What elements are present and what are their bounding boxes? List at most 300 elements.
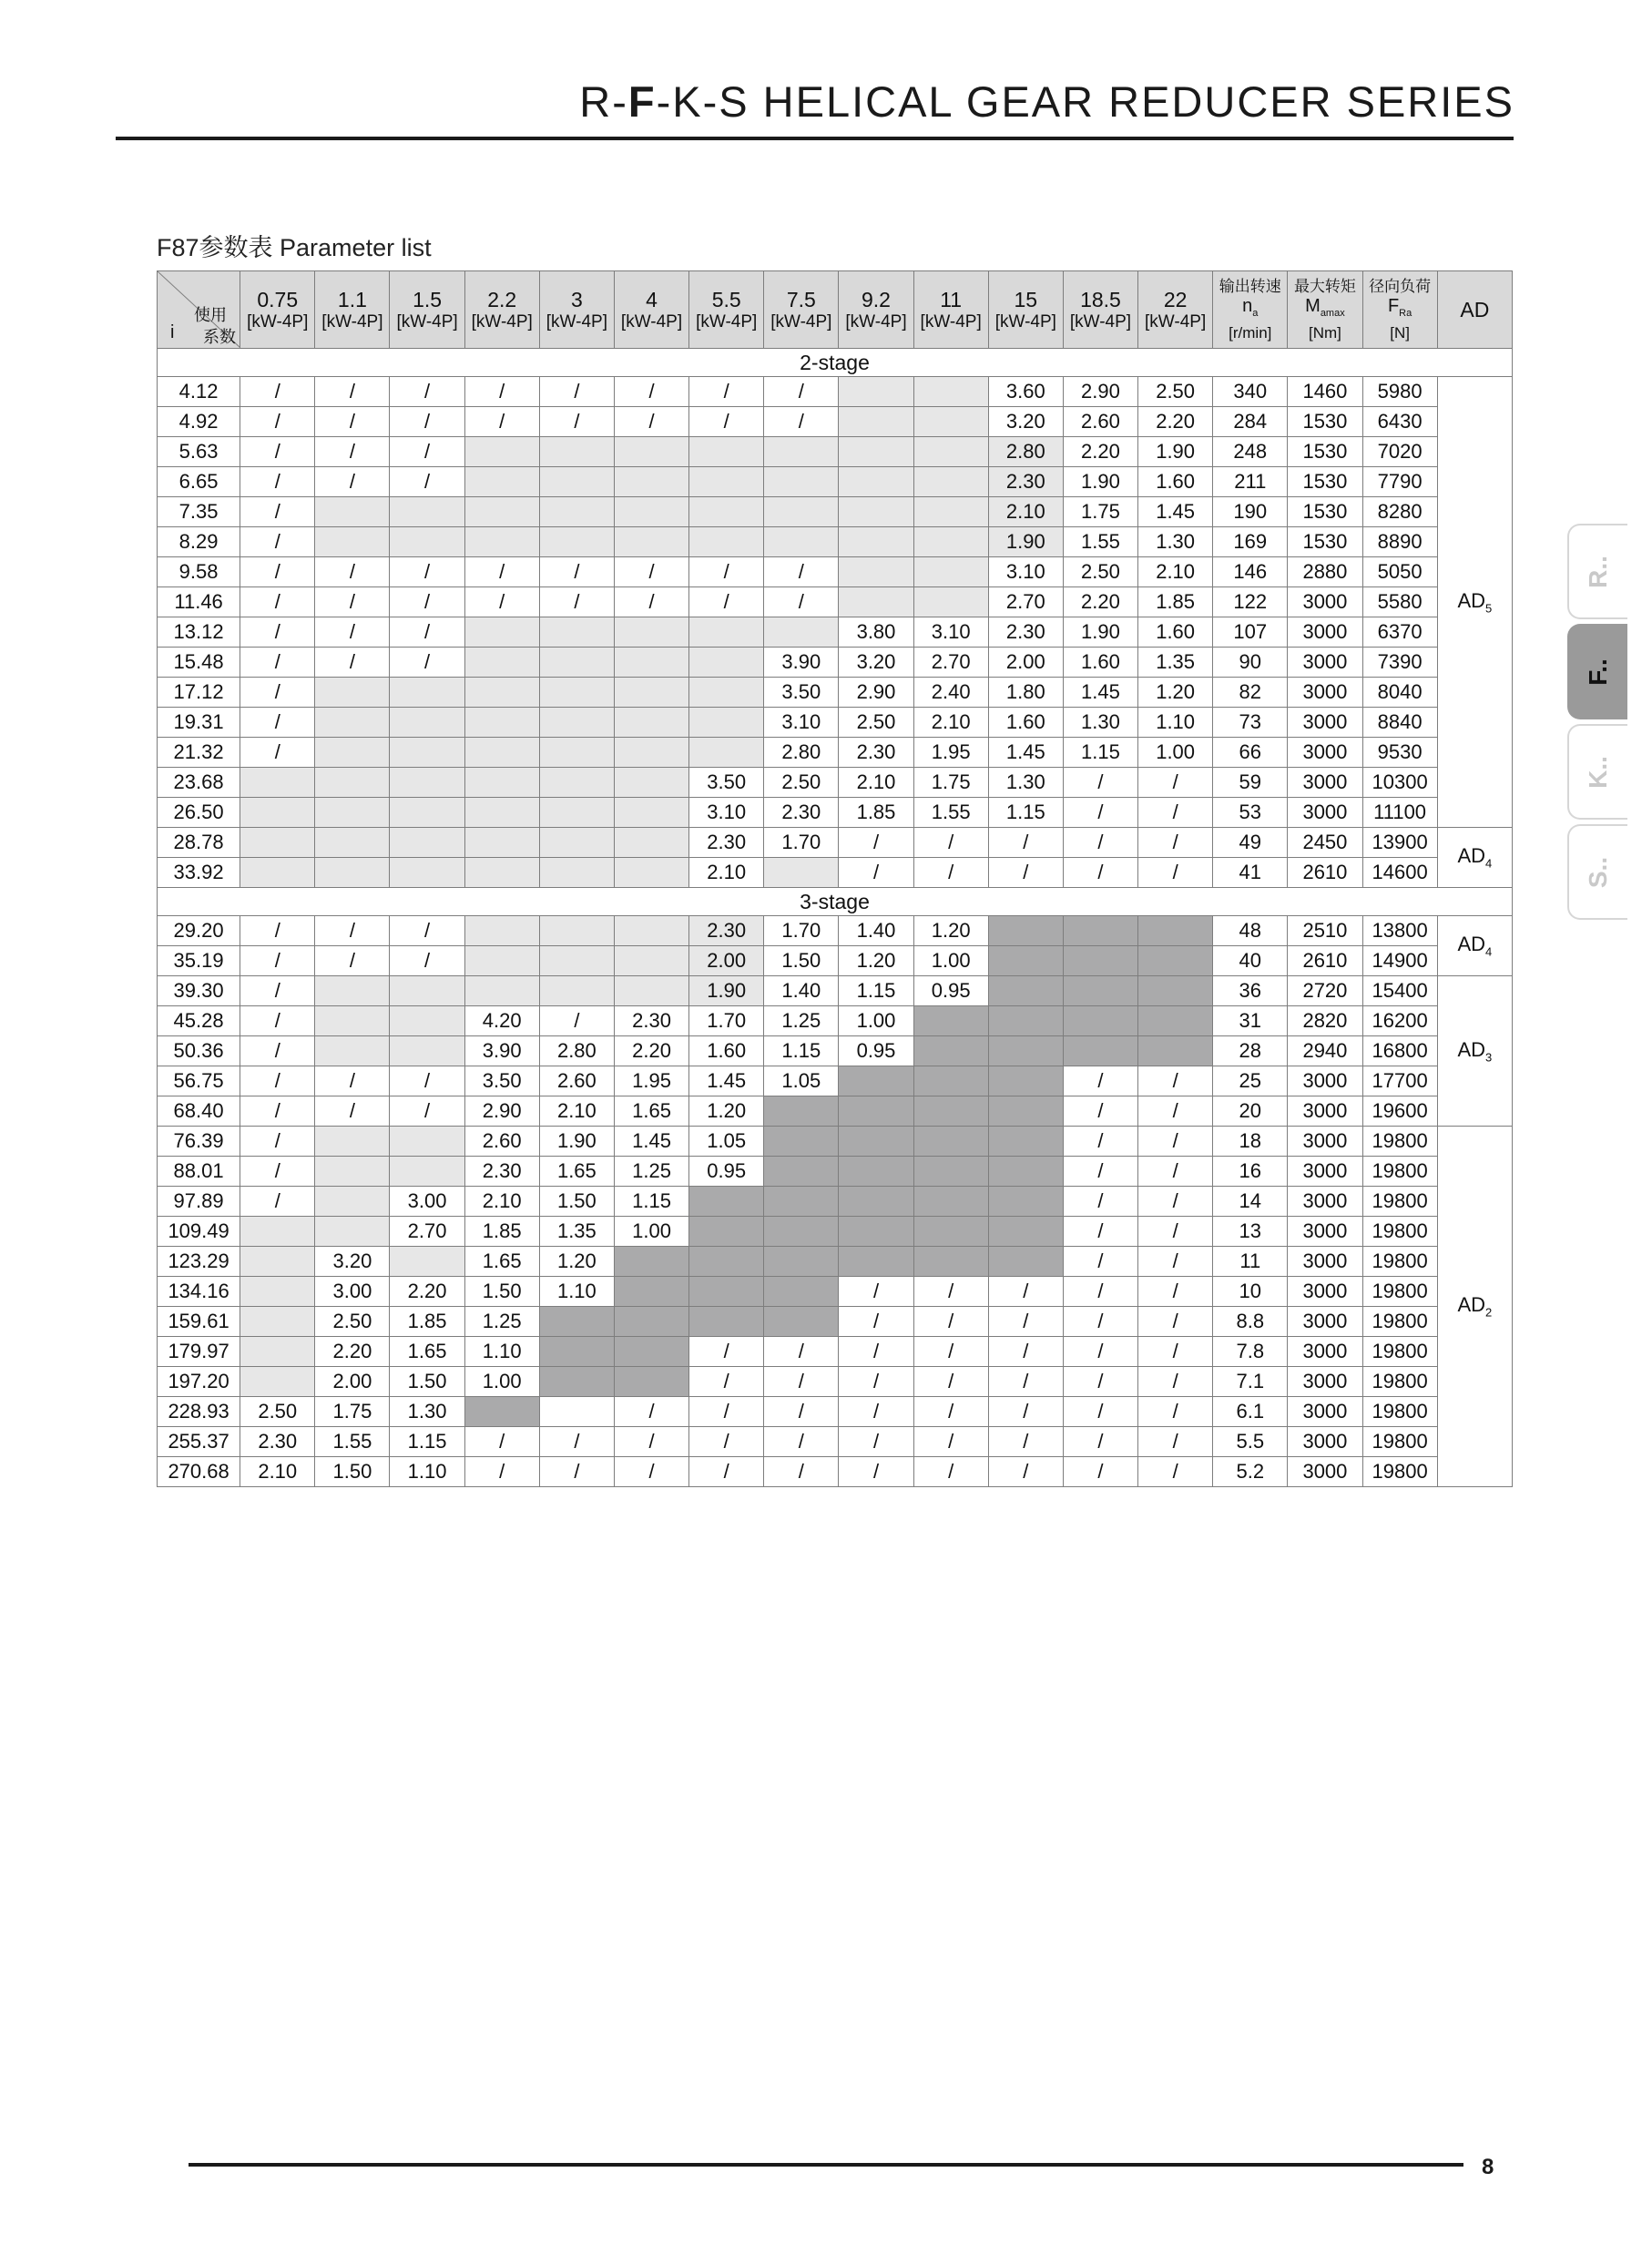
power-value: 5.5 bbox=[711, 287, 741, 311]
service-factor-cell: 2.70 bbox=[390, 1217, 464, 1247]
service-factor-cell bbox=[764, 1096, 839, 1127]
service-factor-cell bbox=[539, 946, 614, 976]
table-title: F87参数表 Parameter list bbox=[157, 234, 432, 261]
service-factor-cell bbox=[240, 828, 315, 858]
service-factor-cell bbox=[539, 708, 614, 738]
output-speed-cell: 169 bbox=[1213, 527, 1288, 557]
service-factor-cell: / bbox=[1063, 1397, 1137, 1427]
service-factor-cell bbox=[390, 497, 464, 527]
service-factor-cell bbox=[988, 1096, 1063, 1127]
stage-row bbox=[158, 349, 1513, 377]
service-factor-cell: / bbox=[1063, 1217, 1137, 1247]
corner-factor-label: 系数 bbox=[203, 328, 236, 346]
service-factor-cell: 1.65 bbox=[614, 1096, 688, 1127]
service-factor-cell bbox=[913, 1036, 988, 1066]
service-factor-cell: 1.70 bbox=[764, 828, 839, 858]
side-tab-r[interactable] bbox=[1567, 524, 1627, 619]
table-row bbox=[158, 497, 1513, 527]
corner-ratio-label: i bbox=[170, 322, 175, 342]
service-factor-cell bbox=[315, 858, 390, 888]
radial-load-cell: 5050 bbox=[1362, 557, 1437, 587]
service-factor-cell: / bbox=[689, 1457, 764, 1487]
service-factor-cell bbox=[614, 1277, 688, 1307]
service-factor-cell: / bbox=[913, 1307, 988, 1337]
table-body bbox=[158, 349, 1513, 1487]
service-factor-cell: / bbox=[1063, 1277, 1137, 1307]
service-factor-cell: / bbox=[839, 858, 913, 888]
service-factor-cell: 1.25 bbox=[464, 1307, 539, 1337]
service-factor-cell: 1.75 bbox=[1063, 497, 1137, 527]
service-factor-cell: / bbox=[539, 1006, 614, 1036]
service-factor-cell bbox=[315, 1157, 390, 1187]
service-factor-cell: 2.80 bbox=[988, 437, 1063, 467]
torque-symbol bbox=[1288, 296, 1361, 323]
service-factor-cell: / bbox=[764, 587, 839, 617]
power-value: 7.5 bbox=[786, 287, 816, 311]
service-factor-cell: 1.50 bbox=[390, 1367, 464, 1397]
service-factor-cell: 2.30 bbox=[689, 828, 764, 858]
power-unit: [kW-4P] bbox=[920, 311, 982, 331]
service-factor-cell: / bbox=[1063, 1127, 1137, 1157]
service-factor-cell bbox=[464, 946, 539, 976]
radial-load-cell: 8840 bbox=[1362, 708, 1437, 738]
ad-label: AD bbox=[1457, 933, 1485, 956]
service-factor-cell: 1.85 bbox=[1138, 587, 1213, 617]
power-value: 15 bbox=[1014, 287, 1038, 311]
service-factor-cell: / bbox=[614, 1397, 688, 1427]
service-factor-cell: / bbox=[1063, 1157, 1137, 1187]
output-speed-cell: 8.8 bbox=[1213, 1307, 1288, 1337]
service-factor-cell: 2.00 bbox=[315, 1367, 390, 1397]
service-factor-cell bbox=[913, 1187, 988, 1217]
service-factor-cell: / bbox=[240, 678, 315, 708]
service-factor-cell: / bbox=[240, 708, 315, 738]
service-factor-cell bbox=[988, 916, 1063, 946]
service-factor-cell: / bbox=[240, 377, 315, 407]
header-corner-cell bbox=[158, 271, 240, 349]
service-factor-cell bbox=[913, 437, 988, 467]
side-tab-label: F.. bbox=[1584, 658, 1612, 686]
power-value: 1.5 bbox=[413, 287, 443, 311]
service-factor-cell: / bbox=[315, 437, 390, 467]
service-factor-cell bbox=[240, 1247, 315, 1277]
service-factor-cell bbox=[913, 377, 988, 407]
service-factor-cell: 1.45 bbox=[614, 1127, 688, 1157]
service-factor-cell bbox=[240, 1217, 315, 1247]
output-speed-cell: 7.8 bbox=[1213, 1337, 1288, 1367]
output-speed-cell: 40 bbox=[1213, 946, 1288, 976]
output-speed-cell: 59 bbox=[1213, 768, 1288, 798]
service-factor-cell: 1.00 bbox=[614, 1217, 688, 1247]
ad-label: AD bbox=[1457, 1037, 1485, 1061]
service-factor-cell: 1.70 bbox=[689, 1006, 764, 1036]
ratio-cell: 33.92 bbox=[158, 858, 240, 888]
ad-label: AD bbox=[1457, 1293, 1485, 1317]
table-row bbox=[158, 1427, 1513, 1457]
service-factor-cell: 2.20 bbox=[1138, 407, 1213, 437]
max-torque-cell: 3000 bbox=[1288, 1127, 1362, 1157]
service-factor-cell: 1.45 bbox=[988, 738, 1063, 768]
service-factor-cell bbox=[614, 648, 688, 678]
service-factor-cell bbox=[988, 1157, 1063, 1187]
service-factor-cell: 1.10 bbox=[390, 1457, 464, 1487]
service-factor-cell: 1.55 bbox=[1063, 527, 1137, 557]
service-factor-cell bbox=[1138, 916, 1213, 946]
torque-unit: [Nm] bbox=[1308, 324, 1341, 342]
service-factor-cell bbox=[315, 1127, 390, 1157]
header-power-11 bbox=[913, 271, 988, 349]
side-tab-f[interactable] bbox=[1567, 624, 1627, 719]
radial-load-cell: 14600 bbox=[1362, 858, 1437, 888]
max-torque-cell: 3000 bbox=[1288, 1277, 1362, 1307]
service-factor-cell: / bbox=[1138, 858, 1213, 888]
service-factor-cell bbox=[689, 1187, 764, 1217]
output-speed-cell: 122 bbox=[1213, 587, 1288, 617]
service-factor-cell bbox=[464, 916, 539, 946]
table-row bbox=[158, 946, 1513, 976]
service-factor-cell: / bbox=[240, 1006, 315, 1036]
service-factor-cell bbox=[464, 617, 539, 648]
table-row bbox=[158, 798, 1513, 828]
service-factor-cell: 2.10 bbox=[240, 1457, 315, 1487]
service-factor-cell: 2.70 bbox=[913, 648, 988, 678]
ratio-cell: 6.65 bbox=[158, 467, 240, 497]
max-torque-cell: 2510 bbox=[1288, 916, 1362, 946]
service-factor-cell bbox=[390, 1247, 464, 1277]
service-factor-cell: 1.30 bbox=[1138, 527, 1213, 557]
service-factor-cell bbox=[614, 916, 688, 946]
service-factor-cell: / bbox=[539, 557, 614, 587]
service-factor-cell bbox=[689, 527, 764, 557]
service-factor-cell: 4.20 bbox=[464, 1006, 539, 1036]
service-factor-cell bbox=[315, 976, 390, 1006]
service-factor-cell bbox=[614, 738, 688, 768]
table-row bbox=[158, 467, 1513, 497]
header-power-7.5 bbox=[764, 271, 839, 349]
service-factor-cell bbox=[839, 1127, 913, 1157]
ratio-cell: 76.39 bbox=[158, 1127, 240, 1157]
service-factor-cell: / bbox=[1138, 1337, 1213, 1367]
service-factor-cell: 1.20 bbox=[839, 946, 913, 976]
service-factor-cell: / bbox=[913, 858, 988, 888]
service-factor-cell: 2.90 bbox=[1063, 377, 1137, 407]
service-factor-cell: / bbox=[689, 377, 764, 407]
service-factor-cell: / bbox=[614, 587, 688, 617]
service-factor-cell: 1.90 bbox=[988, 527, 1063, 557]
service-factor-cell: 1.15 bbox=[390, 1427, 464, 1457]
max-torque-cell: 3000 bbox=[1288, 1307, 1362, 1337]
service-factor-cell: / bbox=[240, 527, 315, 557]
service-factor-cell: 2.30 bbox=[764, 798, 839, 828]
ratio-cell: 109.49 bbox=[158, 1217, 240, 1247]
table-row bbox=[158, 1277, 1513, 1307]
ratio-cell: 23.68 bbox=[158, 768, 240, 798]
side-tab-s[interactable] bbox=[1567, 824, 1627, 920]
power-value: 3 bbox=[570, 287, 583, 311]
max-torque-cell: 2940 bbox=[1288, 1036, 1362, 1066]
radial-cn-label: 径向负荷 bbox=[1369, 278, 1432, 295]
output-speed-cell: 284 bbox=[1213, 407, 1288, 437]
service-factor-cell: / bbox=[1138, 1187, 1213, 1217]
service-factor-cell: 2.10 bbox=[464, 1187, 539, 1217]
service-factor-cell bbox=[764, 1157, 839, 1187]
service-factor-cell bbox=[464, 768, 539, 798]
max-torque-cell: 3000 bbox=[1288, 1367, 1362, 1397]
page-header-title bbox=[579, 76, 1514, 127]
service-factor-cell bbox=[539, 617, 614, 648]
torque-cn-label: 最大转矩 bbox=[1293, 278, 1356, 295]
ratio-cell: 8.29 bbox=[158, 527, 240, 557]
service-factor-cell bbox=[689, 648, 764, 678]
speed-cn-label: 输出转速 bbox=[1219, 278, 1281, 295]
ad-cell bbox=[1437, 1127, 1512, 1487]
table-row bbox=[158, 678, 1513, 708]
radial-load-cell: 13900 bbox=[1362, 828, 1437, 858]
table-row bbox=[158, 407, 1513, 437]
service-factor-cell: / bbox=[913, 1367, 988, 1397]
speed-symbol bbox=[1213, 296, 1287, 323]
service-factor-cell: 2.20 bbox=[315, 1337, 390, 1367]
radial-load-cell: 5580 bbox=[1362, 587, 1437, 617]
power-value: 2.2 bbox=[487, 287, 517, 311]
table-row bbox=[158, 828, 1513, 858]
service-factor-cell bbox=[464, 976, 539, 1006]
output-speed-cell: 5.2 bbox=[1213, 1457, 1288, 1487]
output-speed-cell: 41 bbox=[1213, 858, 1288, 888]
max-torque-cell: 2720 bbox=[1288, 976, 1362, 1006]
service-factor-cell: / bbox=[240, 916, 315, 946]
service-factor-cell: / bbox=[1063, 1427, 1137, 1457]
radial-load-cell: 6370 bbox=[1362, 617, 1437, 648]
table-row bbox=[158, 1157, 1513, 1187]
service-factor-cell: 1.55 bbox=[913, 798, 988, 828]
table-header-row bbox=[158, 271, 1513, 349]
radial-load-cell: 14900 bbox=[1362, 946, 1437, 976]
service-factor-cell: 3.60 bbox=[988, 377, 1063, 407]
service-factor-cell: 1.80 bbox=[988, 678, 1063, 708]
service-factor-cell: 1.85 bbox=[839, 798, 913, 828]
ratio-cell: 159.61 bbox=[158, 1307, 240, 1337]
service-factor-cell: / bbox=[539, 1427, 614, 1457]
service-factor-cell: 1.15 bbox=[988, 798, 1063, 828]
radial-load-cell: 19800 bbox=[1362, 1367, 1437, 1397]
output-speed-cell: 13 bbox=[1213, 1217, 1288, 1247]
ad-subscript: 4 bbox=[1485, 944, 1493, 959]
service-factor-cell bbox=[764, 617, 839, 648]
radial-load-cell: 9530 bbox=[1362, 738, 1437, 768]
header-power-18.5 bbox=[1063, 271, 1137, 349]
service-factor-cell bbox=[390, 828, 464, 858]
radial-load-cell: 13800 bbox=[1362, 916, 1437, 946]
radial-load-cell: 8280 bbox=[1362, 497, 1437, 527]
side-tab-k[interactable] bbox=[1567, 724, 1627, 820]
service-factor-cell: / bbox=[315, 557, 390, 587]
service-factor-cell bbox=[539, 678, 614, 708]
max-torque-cell: 3000 bbox=[1288, 1187, 1362, 1217]
table-row bbox=[158, 1397, 1513, 1427]
table-row bbox=[158, 1187, 1513, 1217]
service-factor-cell: 3.20 bbox=[988, 407, 1063, 437]
header-title-bold: F bbox=[627, 77, 657, 126]
max-torque-cell: 3000 bbox=[1288, 708, 1362, 738]
radial-load-cell: 19800 bbox=[1362, 1157, 1437, 1187]
service-factor-cell: 3.00 bbox=[315, 1277, 390, 1307]
service-factor-cell: 2.30 bbox=[464, 1157, 539, 1187]
ratio-cell: 7.35 bbox=[158, 497, 240, 527]
power-value: 18.5 bbox=[1080, 287, 1121, 311]
service-factor-cell: / bbox=[1063, 828, 1137, 858]
power-value: 9.2 bbox=[862, 287, 891, 311]
service-factor-cell bbox=[315, 497, 390, 527]
service-factor-cell: / bbox=[839, 1397, 913, 1427]
service-factor-cell: 2.10 bbox=[913, 708, 988, 738]
service-factor-cell: 1.60 bbox=[1138, 467, 1213, 497]
service-factor-cell: / bbox=[839, 1367, 913, 1397]
service-factor-cell bbox=[764, 858, 839, 888]
service-factor-cell: 1.15 bbox=[614, 1187, 688, 1217]
ratio-cell: 35.19 bbox=[158, 946, 240, 976]
service-factor-cell: 2.30 bbox=[240, 1427, 315, 1457]
header-power-15 bbox=[988, 271, 1063, 349]
radial-load-cell: 8890 bbox=[1362, 527, 1437, 557]
table-row bbox=[158, 1066, 1513, 1096]
max-torque-cell: 1530 bbox=[1288, 407, 1362, 437]
header-power-4 bbox=[614, 271, 688, 349]
service-factor-cell bbox=[839, 1096, 913, 1127]
service-factor-cell bbox=[390, 708, 464, 738]
radial-unit: [N] bbox=[1390, 324, 1410, 342]
service-factor-cell: / bbox=[240, 617, 315, 648]
service-factor-cell: / bbox=[240, 497, 315, 527]
service-factor-cell bbox=[764, 437, 839, 467]
radial-load-cell: 19800 bbox=[1362, 1397, 1437, 1427]
service-factor-cell bbox=[764, 1217, 839, 1247]
service-factor-cell bbox=[390, 527, 464, 557]
service-factor-cell: 1.90 bbox=[1063, 617, 1137, 648]
service-factor-cell: / bbox=[1138, 828, 1213, 858]
table-row bbox=[158, 768, 1513, 798]
service-factor-cell bbox=[315, 1217, 390, 1247]
table-row bbox=[158, 708, 1513, 738]
service-factor-cell bbox=[988, 1066, 1063, 1096]
header-power-0.75 bbox=[240, 271, 315, 349]
service-factor-cell: / bbox=[390, 617, 464, 648]
service-factor-cell bbox=[539, 1397, 614, 1427]
output-speed-cell: 146 bbox=[1213, 557, 1288, 587]
ad-cell bbox=[1437, 828, 1512, 888]
ad-subscript: 3 bbox=[1485, 1050, 1493, 1065]
service-factor-cell: 1.95 bbox=[913, 738, 988, 768]
service-factor-cell: / bbox=[240, 1127, 315, 1157]
service-factor-cell bbox=[764, 1307, 839, 1337]
service-factor-cell: 1.00 bbox=[464, 1367, 539, 1397]
service-factor-cell: 1.35 bbox=[539, 1217, 614, 1247]
service-factor-cell: / bbox=[315, 916, 390, 946]
service-factor-cell: 1.90 bbox=[1138, 437, 1213, 467]
service-factor-cell bbox=[839, 407, 913, 437]
service-factor-cell: / bbox=[240, 738, 315, 768]
stage-label: 2-stage bbox=[158, 349, 1513, 377]
service-factor-cell bbox=[464, 798, 539, 828]
stage-row bbox=[158, 888, 1513, 916]
service-factor-cell: 1.00 bbox=[1138, 738, 1213, 768]
power-unit: [kW-4P] bbox=[396, 311, 458, 331]
service-factor-cell: 1.75 bbox=[913, 768, 988, 798]
service-factor-cell: 2.10 bbox=[988, 497, 1063, 527]
header-torque bbox=[1288, 271, 1362, 349]
service-factor-cell: / bbox=[315, 377, 390, 407]
service-factor-cell bbox=[539, 1337, 614, 1367]
side-tab-label: S.. bbox=[1584, 856, 1612, 888]
service-factor-cell: / bbox=[764, 1367, 839, 1397]
service-factor-cell: / bbox=[1138, 1217, 1213, 1247]
ad-label: AD bbox=[1457, 844, 1485, 868]
power-unit: [kW-4P] bbox=[620, 311, 683, 331]
service-factor-cell: 2.30 bbox=[614, 1006, 688, 1036]
service-factor-cell bbox=[913, 1127, 988, 1157]
service-factor-cell: 2.30 bbox=[839, 738, 913, 768]
service-factor-cell: 3.50 bbox=[764, 678, 839, 708]
service-factor-cell bbox=[614, 1337, 688, 1367]
service-factor-cell bbox=[464, 467, 539, 497]
service-factor-cell: 2.10 bbox=[539, 1096, 614, 1127]
service-factor-cell: / bbox=[689, 1427, 764, 1457]
service-factor-cell: / bbox=[764, 1397, 839, 1427]
service-factor-cell: / bbox=[1063, 858, 1137, 888]
service-factor-cell: 1.75 bbox=[315, 1397, 390, 1427]
service-factor-cell: / bbox=[240, 648, 315, 678]
service-factor-cell: 1.50 bbox=[315, 1457, 390, 1487]
service-factor-cell bbox=[390, 858, 464, 888]
table-row bbox=[158, 976, 1513, 1006]
service-factor-cell: / bbox=[764, 557, 839, 587]
output-speed-cell: 82 bbox=[1213, 678, 1288, 708]
service-factor-cell bbox=[913, 1006, 988, 1036]
output-speed-cell: 49 bbox=[1213, 828, 1288, 858]
service-factor-cell: 2.60 bbox=[464, 1127, 539, 1157]
radial-load-cell: 19800 bbox=[1362, 1247, 1437, 1277]
service-factor-cell: 1.50 bbox=[764, 946, 839, 976]
service-factor-cell: 1.90 bbox=[689, 976, 764, 1006]
service-factor-cell: / bbox=[539, 587, 614, 617]
ratio-cell: 13.12 bbox=[158, 617, 240, 648]
service-factor-cell: / bbox=[315, 467, 390, 497]
service-factor-cell: / bbox=[1138, 1457, 1213, 1487]
service-factor-cell bbox=[913, 1157, 988, 1187]
output-speed-cell: 107 bbox=[1213, 617, 1288, 648]
service-factor-cell: 1.90 bbox=[1063, 467, 1137, 497]
service-factor-cell bbox=[913, 1066, 988, 1096]
service-factor-cell: 1.40 bbox=[839, 916, 913, 946]
ratio-cell: 270.68 bbox=[158, 1457, 240, 1487]
service-factor-cell bbox=[764, 1187, 839, 1217]
service-factor-cell bbox=[839, 1066, 913, 1096]
radial-load-cell: 8040 bbox=[1362, 678, 1437, 708]
service-factor-cell: / bbox=[539, 407, 614, 437]
service-factor-cell: 2.20 bbox=[1063, 437, 1137, 467]
table-row bbox=[158, 1457, 1513, 1487]
ratio-cell: 134.16 bbox=[158, 1277, 240, 1307]
radial-load-cell: 7790 bbox=[1362, 467, 1437, 497]
service-factor-cell: 1.10 bbox=[464, 1337, 539, 1367]
service-factor-cell bbox=[464, 828, 539, 858]
service-factor-cell: / bbox=[240, 976, 315, 1006]
service-factor-cell: 2.50 bbox=[315, 1307, 390, 1337]
service-factor-cell: / bbox=[764, 1457, 839, 1487]
service-factor-cell: / bbox=[390, 407, 464, 437]
speed-symbol-letter: n bbox=[1242, 296, 1253, 316]
service-factor-cell bbox=[839, 557, 913, 587]
